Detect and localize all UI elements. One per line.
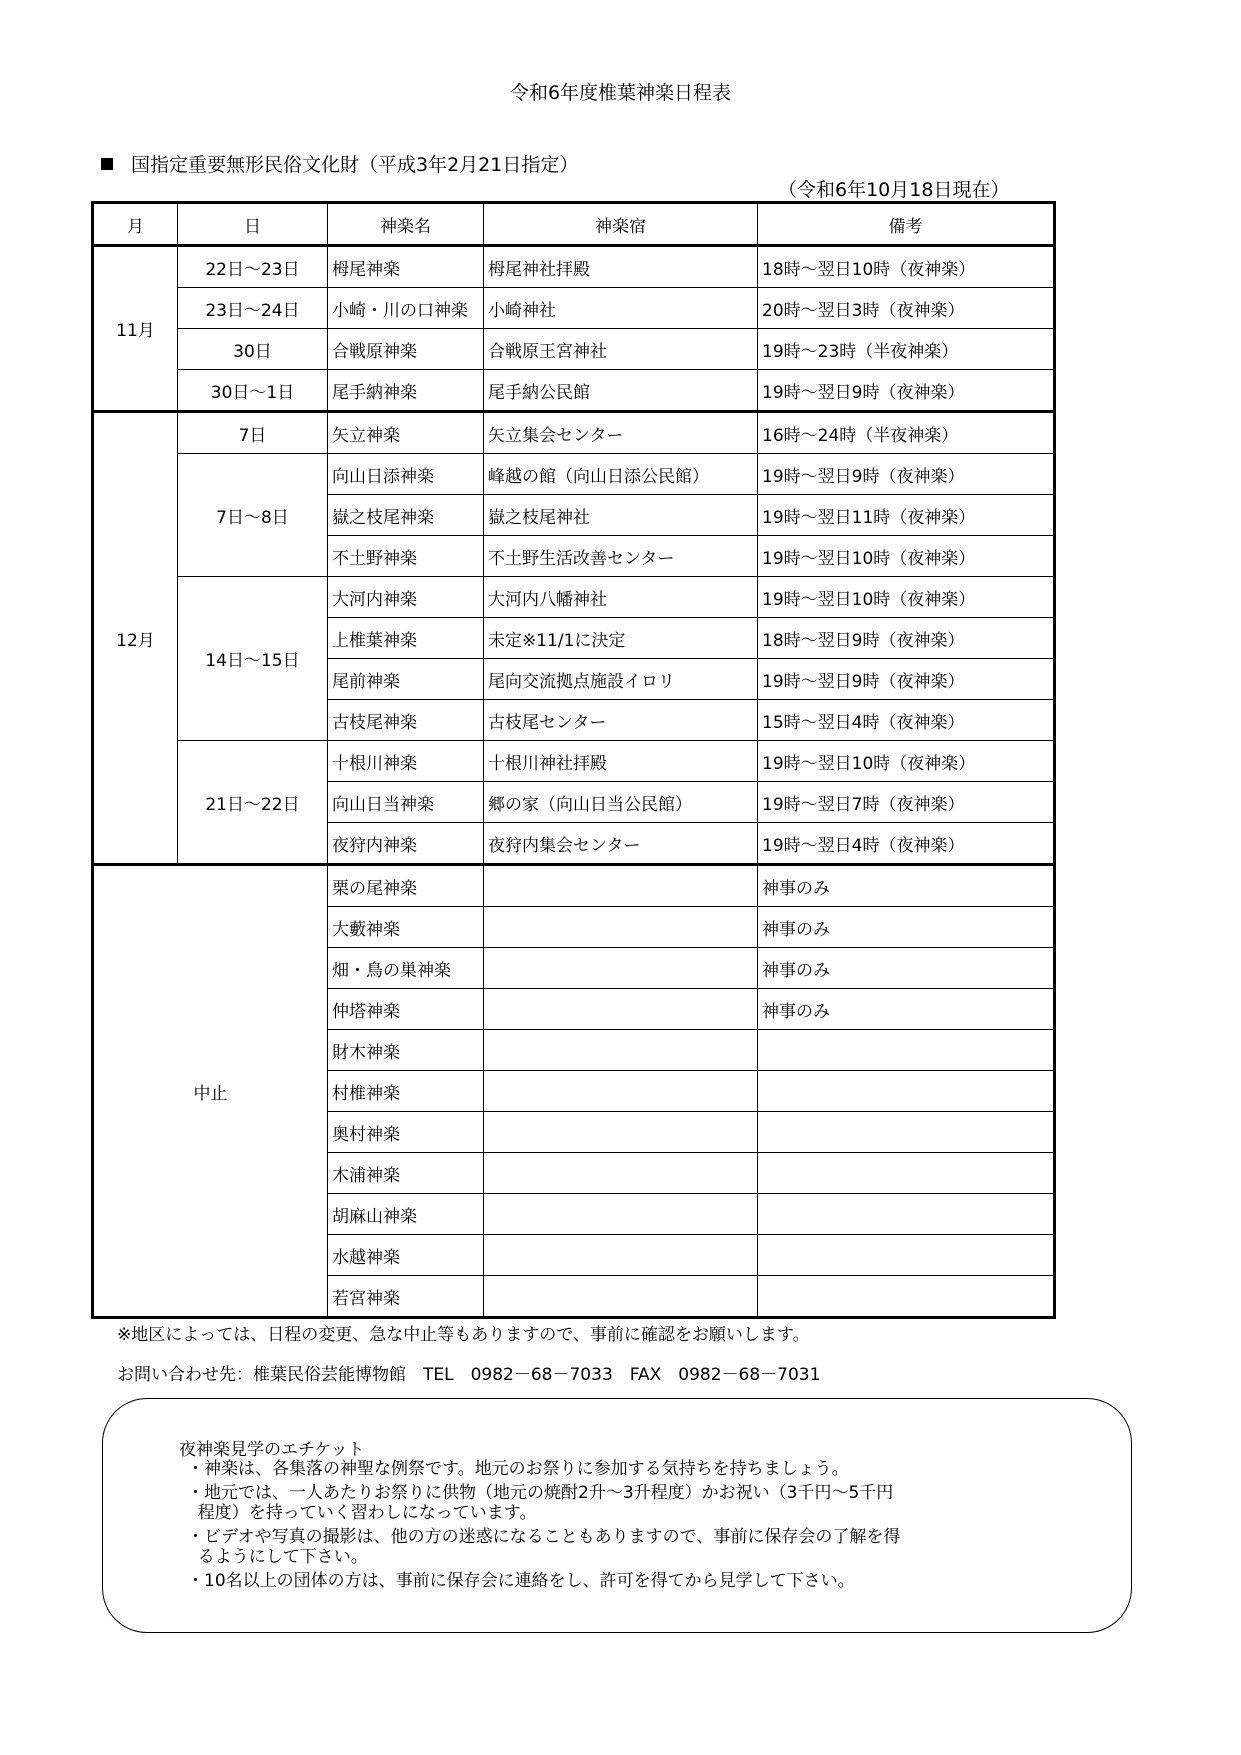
- remarks-cell: 20時～翌日3時（夜神楽）: [758, 288, 1055, 329]
- remarks-cell: 19時～翌日4時（夜神楽）: [758, 823, 1055, 865]
- date-cell: 14日～15日: [178, 577, 328, 741]
- venue-cell: 栂尾神社拝殿: [484, 246, 758, 288]
- date-cell: 7日～8日: [178, 454, 328, 577]
- remarks-cell: 18時～翌日9時（夜神楽）: [758, 618, 1055, 659]
- date-cell: 7日: [178, 412, 328, 454]
- kagura-name-cell: 栂尾神楽: [328, 246, 484, 288]
- venue-cell: 十根川神社拝殿: [484, 741, 758, 782]
- remarks-cell: 神事のみ: [758, 989, 1055, 1030]
- table-row: [93, 329, 1055, 370]
- venue-cell: 尾向交流拠点施設イロリ: [484, 659, 758, 700]
- cancelled-cell: 中止: [93, 865, 328, 1318]
- kagura-name-cell: 大藪神楽: [328, 907, 484, 948]
- remarks-cell: 19時～翌日7時（夜神楽）: [758, 782, 1055, 823]
- list-item: ・地元では、一人あたりお祭りに供物（地元の焼酎2升～3升程度）かお祝い（3千円～5千円 程度）を持っていく習わしになっています。: [187, 1483, 894, 1523]
- venue-cell: 不土野生活改善センター: [484, 536, 758, 577]
- etiquette-list: [187, 1459, 900, 1595]
- date-cell: 22日～23日: [178, 246, 328, 288]
- kagura-name-cell: 古枝尾神楽: [328, 700, 484, 741]
- venue-cell: 合戦原王宮神社: [484, 329, 758, 370]
- kagura-name-cell: 向山日添神楽: [328, 454, 484, 495]
- venue-cell: 嶽之枝尾神社: [484, 495, 758, 536]
- remarks-cell: [758, 1276, 1055, 1318]
- subtitle-text: 国指定重要無形民俗文化財（平成3年2月21日指定）: [131, 154, 579, 176]
- list-item: ・10名以上の団体の方は、事前に保存会に連絡をし、許可を得てから見学して下さい。: [187, 1571, 855, 1591]
- table-row: [93, 454, 1055, 495]
- kagura-name-cell: 村椎神楽: [328, 1071, 484, 1112]
- kagura-name-cell: 小崎・川の口神楽: [328, 288, 484, 329]
- venue-cell: 大河内八幡神社: [484, 577, 758, 618]
- venue-cell: [484, 1235, 758, 1276]
- table-row: [93, 865, 1055, 907]
- table-row: [93, 412, 1055, 454]
- square-bullet-icon: [101, 158, 113, 170]
- table-row: [93, 288, 1055, 329]
- venue-cell: [484, 1153, 758, 1194]
- venue-cell: 峰越の館（向山日添公民館）: [484, 454, 758, 495]
- table-row: [93, 370, 1055, 412]
- remarks-cell: 16時～24時（半夜神楽）: [758, 412, 1055, 454]
- kagura-name-cell: 栗の尾神楽: [328, 865, 484, 907]
- list-item: ・神楽は、各集落の神聖な例祭です。地元のお祭りに参加する気持ちを持ちましょう。: [187, 1459, 849, 1479]
- table-row: [93, 741, 1055, 782]
- venue-cell: [484, 989, 758, 1030]
- venue-cell: [484, 1194, 758, 1235]
- remarks-cell: 19時～翌日10時（夜神楽）: [758, 741, 1055, 782]
- date-cell: 21日～22日: [178, 741, 328, 865]
- remarks-cell: 神事のみ: [758, 907, 1055, 948]
- kagura-name-cell: 不土野神楽: [328, 536, 484, 577]
- kagura-name-cell: 財木神楽: [328, 1030, 484, 1071]
- remarks-cell: 19時～翌日11時（夜神楽）: [758, 495, 1055, 536]
- etiquette-title: 夜神楽見学のエチケット: [179, 1440, 365, 1460]
- month-cell: 12月: [93, 412, 178, 865]
- venue-cell: 古枝尾センター: [484, 700, 758, 741]
- remarks-cell: 18時～翌日10時（夜神楽）: [758, 246, 1055, 288]
- kagura-name-cell: 大河内神楽: [328, 577, 484, 618]
- date-cell: 30日: [178, 329, 328, 370]
- table-header-row: [93, 203, 1055, 246]
- venue-cell: [484, 1030, 758, 1071]
- remarks-cell: 神事のみ: [758, 948, 1055, 989]
- date-cell: 23日～24日: [178, 288, 328, 329]
- venue-cell: 未定※11/1に決定: [484, 618, 758, 659]
- schedule-change-note: ※地区によっては、日程の変更、急な中止等もありますので、事前に確認をお願いします。: [117, 1325, 810, 1345]
- page-title: 令和6年度椎葉神楽日程表: [509, 82, 732, 104]
- as-of-date: （令和6年10月18日現在）: [778, 179, 1010, 201]
- venue-cell: 郷の家（向山日当公民館）: [484, 782, 758, 823]
- schedule-table: [91, 201, 1056, 1319]
- venue-cell: 矢立集会センター: [484, 412, 758, 454]
- kagura-name-cell: 奥村神楽: [328, 1112, 484, 1153]
- kagura-name-cell: 尾前神楽: [328, 659, 484, 700]
- kagura-name-cell: 尾手納神楽: [328, 370, 484, 412]
- venue-cell: 小崎神社: [484, 288, 758, 329]
- remarks-cell: 19時～翌日9時（夜神楽）: [758, 454, 1055, 495]
- remarks-cell: 15時～翌日4時（夜神楽）: [758, 700, 1055, 741]
- etiquette-box: [102, 1398, 1132, 1633]
- header-kagura-name: 神楽名: [328, 203, 484, 246]
- header-venue: 神楽宿: [484, 203, 758, 246]
- remarks-cell: 19時～翌日10時（夜神楽）: [758, 536, 1055, 577]
- venue-cell: [484, 1112, 758, 1153]
- venue-cell: [484, 1276, 758, 1318]
- venue-cell: [484, 865, 758, 907]
- venue-cell: 夜狩内集会センター: [484, 823, 758, 865]
- header-month: 月: [93, 203, 178, 246]
- venue-cell: [484, 948, 758, 989]
- remarks-cell: 19時～翌日10時（夜神楽）: [758, 577, 1055, 618]
- venue-cell: [484, 907, 758, 948]
- kagura-name-cell: 水越神楽: [328, 1235, 484, 1276]
- remarks-cell: 19時～23時（半夜神楽）: [758, 329, 1055, 370]
- header-remarks: 備考: [758, 203, 1055, 246]
- table-row: [93, 246, 1055, 288]
- kagura-name-cell: 夜狩内神楽: [328, 823, 484, 865]
- kagura-name-cell: 向山日当神楽: [328, 782, 484, 823]
- kagura-name-cell: 嶽之枝尾神楽: [328, 495, 484, 536]
- remarks-cell: [758, 1153, 1055, 1194]
- month-cell: 11月: [93, 246, 178, 412]
- remarks-cell: [758, 1112, 1055, 1153]
- kagura-name-cell: 木浦神楽: [328, 1153, 484, 1194]
- header-date: 日: [178, 203, 328, 246]
- remarks-cell: [758, 1194, 1055, 1235]
- kagura-name-cell: 上椎葉神楽: [328, 618, 484, 659]
- designation-subtitle: [101, 150, 578, 177]
- kagura-name-cell: 仲塔神楽: [328, 989, 484, 1030]
- kagura-name-cell: 十根川神楽: [328, 741, 484, 782]
- contact-info: お問い合わせ先：椎葉民俗芸能博物館 TEL 0982－68－7033 FAX 0982－68－7031: [117, 1365, 821, 1385]
- list-item: ・ビデオや写真の撮影は、他の方の迷惑になることもありますので、事前に保存会の了解を得 るようにして下さい。: [187, 1527, 901, 1567]
- remarks-cell: [758, 1030, 1055, 1071]
- venue-cell: [484, 1071, 758, 1112]
- remarks-cell: [758, 1071, 1055, 1112]
- kagura-name-cell: 胡麻山神楽: [328, 1194, 484, 1235]
- remarks-cell: 神事のみ: [758, 865, 1055, 907]
- kagura-name-cell: 矢立神楽: [328, 412, 484, 454]
- remarks-cell: 19時～翌日9時（夜神楽）: [758, 659, 1055, 700]
- remarks-cell: 19時～翌日9時（夜神楽）: [758, 370, 1055, 412]
- remarks-cell: [758, 1235, 1055, 1276]
- kagura-name-cell: 畑・鳥の巣神楽: [328, 948, 484, 989]
- date-cell: 30日～1日: [178, 370, 328, 412]
- table-row: [93, 577, 1055, 618]
- kagura-name-cell: 若宮神楽: [328, 1276, 484, 1318]
- kagura-name-cell: 合戦原神楽: [328, 329, 484, 370]
- venue-cell: 尾手納公民館: [484, 370, 758, 412]
